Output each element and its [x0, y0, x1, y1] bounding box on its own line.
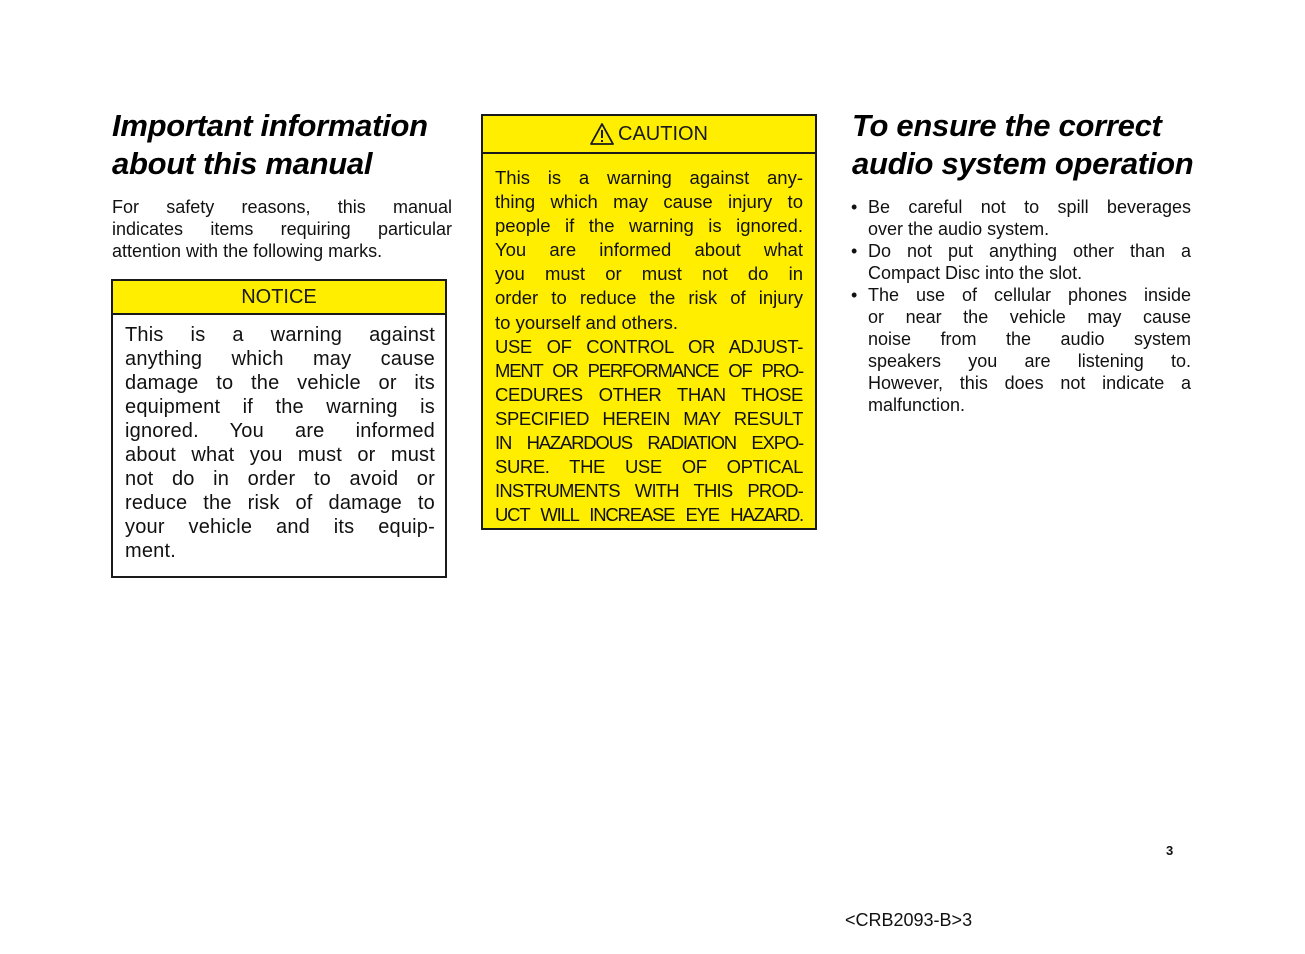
bullet-line: over the audio system. [868, 219, 1050, 239]
bullet-line: However, this does not indicate a [868, 373, 1191, 393]
left-heading-line-2: about this manual [112, 146, 373, 181]
caution-header [483, 116, 815, 154]
caution-caps-line: USE OF CONTROL OR ADJUST- [495, 335, 803, 357]
caution-title: CAUTION [618, 122, 708, 145]
caution-caps-line: INSTRUMENTS WITH THIS PROD- [495, 480, 803, 502]
caution-box [481, 114, 817, 530]
notice-line: not do in order to avoid or [125, 468, 435, 490]
audio-tips-list [851, 196, 1191, 416]
notice-box [111, 279, 447, 578]
caution-caps-line: MENT OR PERFORMANCE OF PRO- [495, 359, 803, 381]
notice-line: This is a warning against [125, 324, 435, 346]
caution-caps-line: IN HAZARDOUS RADIATION EXPO- [495, 432, 803, 454]
notice-line: your vehicle and its equip- [125, 516, 435, 538]
caution-caps-line: UCT WILL INCREASE EYE HAZARD. [495, 504, 803, 526]
bullet-line: noise from the audio system [868, 329, 1191, 349]
caution-caps-line: SURE. THE USE OF OPTICAL [495, 456, 803, 478]
bullet-line: Compact Disc into the slot. [868, 263, 1083, 283]
warning-triangle-icon [590, 122, 614, 146]
bullet-line: • Be careful not to spill beverages [868, 197, 1191, 217]
caution-line: This is a warning against any- [495, 167, 803, 188]
notice-line: about what you must or must [125, 444, 435, 466]
notice-line: ignored. You are informed [125, 420, 435, 442]
bullet-line: speakers you are listening to. [868, 351, 1191, 371]
document-code: <CRB2093-B>3 [845, 910, 973, 930]
bullet-line: • The use of cellular phones inside [868, 285, 1191, 305]
left-intro [112, 196, 452, 262]
left-heading [112, 107, 452, 183]
caution-line: You are informed about what [495, 239, 803, 261]
page-number: 3 [1166, 843, 1174, 858]
right-heading-line-2: audio system operation [852, 146, 1194, 181]
intro-line: attention with the following marks. [112, 241, 383, 261]
right-heading-line-1: To ensure the correct [852, 108, 1162, 143]
notice-title: NOTICE [113, 281, 445, 315]
notice-line: ment. [125, 540, 177, 562]
caution-line: thing which may cause injury to [495, 191, 803, 213]
bullet-line: or near the vehicle may cause [868, 307, 1191, 327]
right-heading [852, 107, 1192, 183]
caution-line: you must or must not do in [495, 263, 803, 285]
caution-line: order to reduce the risk of injury [495, 287, 803, 309]
list-item [851, 284, 1191, 416]
notice-line: equipment if the warning is [125, 396, 435, 418]
notice-line: reduce the risk of damage to [125, 492, 435, 514]
list-item [851, 240, 1191, 284]
intro-line: indicates items requiring particular [112, 219, 452, 239]
notice-line: anything which may cause [125, 348, 435, 370]
caution-line: people if the warning is ignored. [495, 215, 803, 237]
caution-body [483, 154, 815, 527]
caution-line: to yourself and others. [495, 311, 679, 333]
list-item [851, 196, 1191, 240]
caution-caps-line: CEDURES OTHER THAN THOSE [495, 383, 803, 405]
left-heading-line-1: Important information [112, 108, 428, 143]
intro-line: For safety reasons, this manual [112, 197, 452, 217]
bullet-line: malfunction. [868, 395, 966, 415]
bullet-line: • Do not put anything other than a [868, 241, 1191, 261]
notice-body [113, 315, 445, 571]
notice-line: damage to the vehicle or its [125, 372, 435, 394]
caution-caps-line: SPECIFIED HEREIN MAY RESULT [495, 407, 803, 429]
